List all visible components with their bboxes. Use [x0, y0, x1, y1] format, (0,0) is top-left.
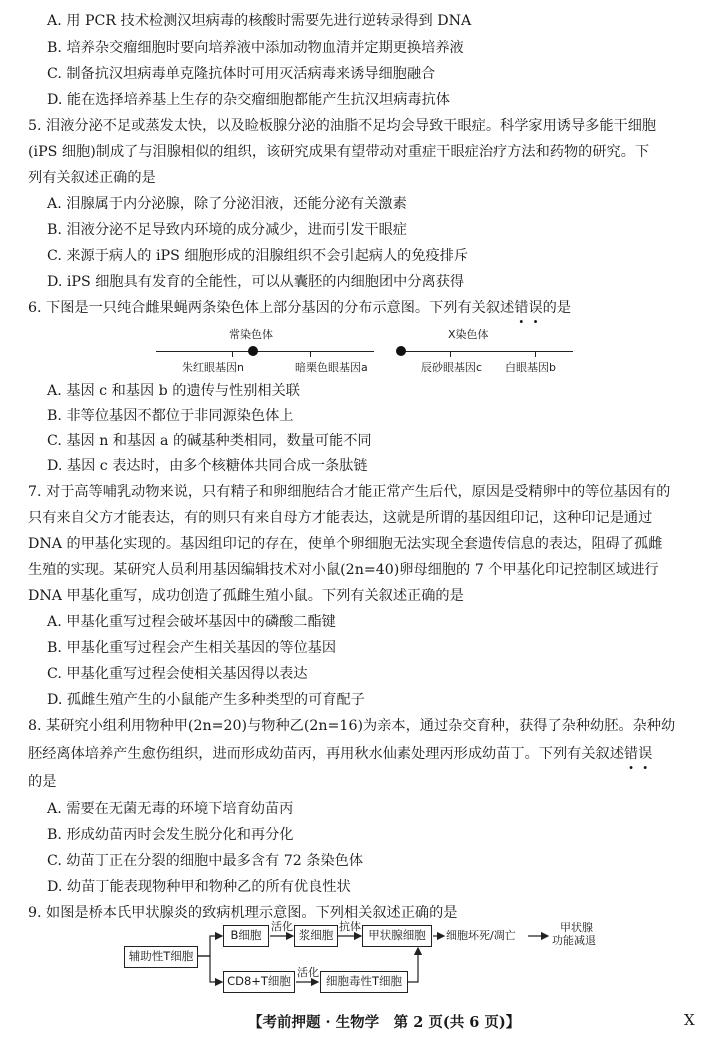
arrow-cytotoxic-to-thyroid — [408, 948, 418, 982]
q5-stem-line3: 列有关叙述正确的是 — [28, 170, 156, 186]
arrow-helper-to-b — [198, 936, 222, 956]
q6-emphasis-2: 误 — [528, 300, 543, 316]
outcome-line2: 功能减退 — [552, 934, 596, 947]
gene-c-label: 辰砂眼基因c — [421, 361, 483, 374]
gene-b-label: 白眼基因b — [505, 361, 556, 374]
q7-option-b: B. 甲基化重写过程会产生相关基因的等位基因 — [47, 640, 337, 656]
thyroid-cell-box: 甲状腺细胞 — [362, 925, 432, 947]
q7-option-a: A. 甲基化重写过程会破坏基因中的磷酸二酯键 — [47, 614, 336, 630]
q5-option-b: B. 泪液分泌不足导致内环境的成分减少，进而引发干眼症 — [47, 222, 407, 238]
outcome-line1: 甲状腺 — [560, 921, 593, 934]
q6-emphasis-1: 错 — [514, 300, 529, 316]
q5-option-a: A. 泪腺属于内分泌腺，除了分泌泪液，还能分泌有关激素 — [47, 196, 407, 212]
gene-a-label: 暗栗色眼基因a — [295, 361, 368, 374]
q8-option-a: A. 需要在无菌无毒的环境下培育幼苗丙 — [47, 801, 294, 817]
b-cell-box: B细胞 — [223, 925, 269, 947]
q5-stem-line2: (iPS 细胞)制成了与泪腺相似的组织，该研究成果有望带动对重症干眼症治疗方法和药物的研究。下 — [28, 144, 650, 160]
q7-stem-line2: 只有来自父方才能表达，有的则只有来自母方才能表达，这就是所谓的基因组印记，这种印记是通过 — [28, 510, 653, 526]
q5-option-d: D. iPS 细胞具有发育的全能性，可以从囊胚的内细胞团中分离获得 — [47, 274, 465, 290]
q5-option-c: C. 来源于病人的 iPS 细胞形成的泪腺组织不会引起病人的免疫排斥 — [47, 248, 469, 264]
q6-option-c: C. 基因 n 和基因 a 的碱基种类相同，数量可能不同 — [47, 433, 372, 449]
q7-stem-line3: DNA 的甲基化实现的。基因组印记的存在，使单个卵细胞无法实现全套遗传信息的表达，阻碍了孤雌 — [28, 536, 663, 552]
plasma-cell-box: 浆细胞 — [294, 925, 338, 947]
arrow-helper-to-cd8 — [198, 956, 222, 982]
q7-stem-line5: DNA 甲基化重写，成功创造了孤雌生殖小鼠。下列有关叙述正确的是 — [28, 588, 464, 604]
q6-stem-pre: 6. 下图是一只纯合雌果蝇两条染色体上部分基因的分布示意图。下列有关叙述 — [28, 300, 515, 316]
q7-stem-line1: 7. 对于高等哺乳动物来说，只有精子和卵细胞结合才能正常产生后代，原因是受精卵中的等位基因有的 — [28, 484, 671, 500]
q4-option-b: B. 培养杂交瘤细胞时要向培养液中添加动物血清并定期更换培养液 — [47, 40, 464, 56]
antibody-label: 抗体 — [339, 920, 361, 933]
q4-option-a: A. 用 PCR 技术检测汉坦病毒的核酸时需要先进行逆转录得到 DNA — [47, 13, 472, 29]
q4-option-c: C. 制备抗汉坦病毒单克隆抗体时可用灭活病毒来诱导细胞融合 — [47, 66, 436, 82]
q7-option-d: D. 孤雌生殖产生的小鼠能产生多种类型的可育配子 — [47, 692, 365, 708]
q6-option-b: B. 非等位基因不都位于非同源染色体上 — [47, 408, 294, 424]
cell-death-label: 细胞坏死/凋亡 — [446, 929, 516, 942]
q8-stem-line1: 8. 某研究小组利用物种甲(2n=20)与物种乙(2n=16)为亲本，通过杂交育种，获得了杂种幼胚。杂种幼 — [28, 718, 676, 734]
q7-option-c: C. 甲基化重写过程会使相关基因得以表达 — [47, 666, 308, 682]
activate-label-1: 活化 — [271, 920, 293, 933]
q8-option-d: D. 幼苗丁能表现物种甲和物种乙的所有优良性状 — [47, 879, 351, 895]
paper-code: X — [684, 1011, 695, 1029]
q8-option-c: C. 幼苗丁正在分裂的细胞中最多含有 72 条染色体 — [47, 853, 364, 869]
q5-stem-line1: 5. 泪液分泌不足或蒸发太快，以及睑板腺分泌的油脂不足均会导致干眼症。科学家用诱导多能干细胞 — [28, 118, 657, 134]
cytotoxic-t-cell-box: 细胞毒性T细胞 — [320, 971, 408, 993]
helper-t-cell-box: 辅助性T细胞 — [124, 946, 198, 968]
q7-stem-line4: 生殖的实现。某研究人员利用基因编辑技术对小鼠(2n=40)卵母细胞的 7 个甲基化印记控制区域进行 — [28, 562, 659, 578]
q6-option-d: D. 基因 c 表达时，由多个核糖体共同合成一条肽链 — [47, 458, 368, 474]
q9-stem: 9. 如图是桥本氏甲状腺炎的致病机理示意图。下列相关叙述正确的是 — [28, 905, 458, 921]
q8-stem-line3: 的是 — [28, 774, 57, 790]
x-chromosome-label: X染色体 — [448, 328, 489, 341]
q8-emphasis-2: 误 — [638, 746, 653, 762]
page-footer: 【考前押题 · 生物学 第 2 页(共 6 页)】 — [248, 1014, 521, 1031]
q8-stem-line2-text: 胚经离体培养产生愈伤组织，进而形成幼苗丙，再用秋水仙素处理丙形成幼苗丁。下列有关叙述 — [28, 746, 624, 762]
activate-label-2: 活化 — [297, 966, 319, 979]
q8-emphasis-1: 错 — [623, 746, 639, 762]
cd8-t-cell-box: CD8+T细胞 — [223, 971, 295, 993]
gene-n-label: 朱红眼基因n — [182, 361, 244, 374]
autosome-label: 常染色体 — [229, 328, 273, 341]
q6-option-a: A. 基因 c 和基因 b 的遗传与性别相关联 — [47, 383, 300, 399]
q8-option-b: B. 形成幼苗丙时会发生脱分化和再分化 — [47, 827, 294, 843]
q6-stem-post: 的是 — [542, 300, 572, 316]
q4-option-d: D. 能在选择培养基上生存的杂交瘤细胞都能产生抗汉坦病毒抗体 — [47, 92, 450, 108]
